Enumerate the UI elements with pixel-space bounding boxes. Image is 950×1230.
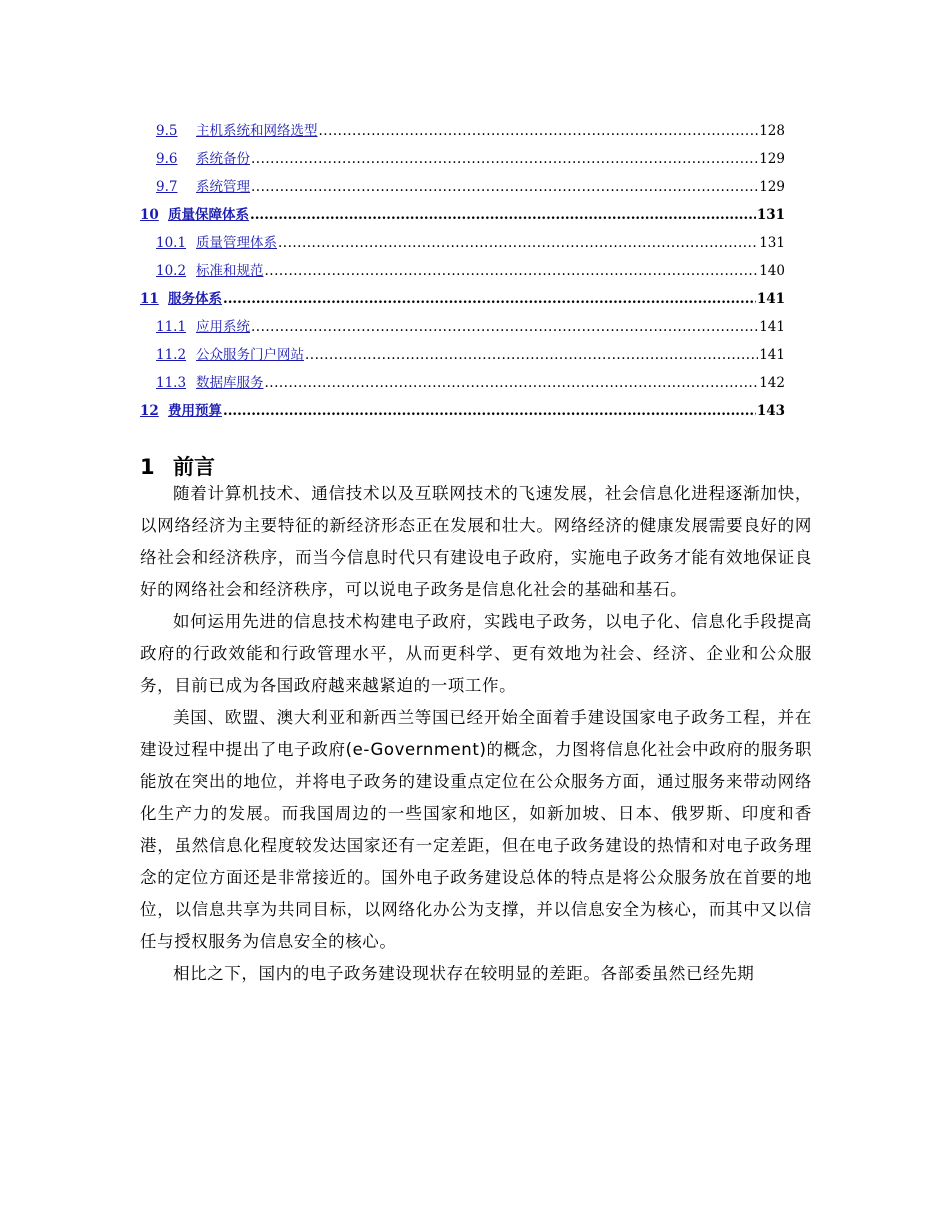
toc-entry-page: 128 — [759, 123, 785, 139]
toc-entry-title[interactable]: 服务体系 — [168, 291, 222, 307]
toc-entry-page: 129 — [759, 179, 785, 195]
toc-entry-title[interactable]: 费用预算 — [168, 403, 222, 419]
toc-entry-number[interactable]: 10.2 — [156, 263, 187, 279]
toc-entry-number[interactable]: 11.3 — [156, 375, 187, 391]
toc-leader — [265, 369, 759, 397]
toc-entry-title[interactable]: 应用系统 — [196, 319, 250, 335]
toc-entry-page: 141 — [759, 319, 785, 335]
toc-entry-10-1[interactable] — [140, 229, 785, 257]
toc-entry-number[interactable]: 11 — [140, 291, 159, 307]
toc-leader — [305, 341, 758, 369]
toc-entry-number[interactable]: 12 — [140, 403, 159, 419]
toc-entry-11-3[interactable] — [140, 369, 785, 397]
table-of-contents — [140, 117, 785, 425]
toc-entry-number[interactable]: 9.6 — [156, 151, 178, 167]
toc-entry-11-2[interactable] — [140, 341, 785, 369]
section-body — [140, 478, 812, 990]
toc-leader — [251, 313, 758, 341]
paragraph: 如何运用先进的信息技术构建电子政府，实践电子政务，以电子化、信息化手段提高政府的行政效能和行政管理水平，从而更科学、更有效地为社会、经济、企业和公众服务，目前已成为各国政府越来越紧迫的一项工作。 — [140, 612, 812, 695]
paragraph: 随着计算机技术、通信技术以及互联网技术的飞速发展，社会信息化进程逐渐加快，以网络经济为主要特征的新经济形态正在发展和壮大。网络经济的健康发展需要良好的网络社会和经济秩序，而当今信息时代只有建设电子政府，实施电子政务才能有效地保证良好的网络社会和经济秩序，可以说电子政务是信息化社会的基础和基石。 — [140, 484, 812, 599]
toc-entry-title[interactable]: 质量保障体系 — [168, 207, 249, 223]
toc-entry-page: 131 — [756, 207, 785, 223]
toc-entry-page: 129 — [759, 151, 785, 167]
toc-entry-title[interactable]: 数据库服务 — [196, 375, 264, 391]
section-title: 前言 — [173, 455, 215, 479]
toc-entry-number[interactable]: 10 — [140, 207, 159, 223]
section-number: 1 — [140, 455, 155, 479]
toc-entry-number[interactable]: 9.5 — [156, 123, 178, 139]
toc-entry-9-6[interactable] — [140, 145, 785, 173]
toc-leader — [319, 117, 759, 145]
paragraph: 相比之下，国内的电子政务建设现状存在较明显的差距。各部委虽然已经先期 — [173, 964, 755, 983]
toc-entry-11-1[interactable] — [140, 313, 785, 341]
toc-entry-title[interactable]: 系统备份 — [196, 151, 250, 167]
toc-leader — [278, 229, 758, 257]
toc-leader — [223, 397, 756, 425]
toc-entry-title[interactable]: 标准和规范 — [196, 263, 264, 279]
toc-entry-page: 142 — [759, 375, 785, 391]
toc-entry-title[interactable]: 质量管理体系 — [196, 235, 277, 251]
toc-entry-12[interactable] — [140, 397, 785, 425]
toc-leader — [251, 145, 758, 173]
toc-entry-title[interactable]: 系统管理 — [196, 179, 250, 195]
toc-leader — [265, 257, 759, 285]
toc-entry-page: 140 — [759, 263, 785, 279]
toc-entry-9-7[interactable] — [140, 173, 785, 201]
toc-entry-title[interactable]: 主机系统和网络选型 — [196, 123, 318, 139]
toc-entry-10[interactable] — [140, 201, 785, 229]
section-heading — [140, 453, 215, 481]
toc-entry-page: 141 — [759, 347, 785, 363]
toc-leader — [223, 285, 756, 313]
toc-entry-11[interactable] — [140, 285, 785, 313]
toc-leader — [251, 173, 758, 201]
toc-entry-page: 131 — [759, 235, 785, 251]
toc-entry-page: 143 — [756, 403, 785, 419]
toc-entry-number[interactable]: 10.1 — [156, 235, 187, 251]
paragraph: 美国、欧盟、澳大利亚和新西兰等国已经开始全面着手建设国家电子政务工程，并在建设过程中提出了电子政府(e-Government)的概念，力图将信息化社会中政府的服务职能放在突出的地位，并将电子政务的建设重点定位在公众服务方面，通过服务来带动网络化生产力的发展。而我国周边的一些国家和地区，如新加坡、日本、俄罗斯、印度和香港，虽然信息化程度较发达国家还有一定差距，但在电子政务建设的热情和对电子政务理念的定位方面还是非常接近的。国外电子政务建设总体的特点是将公众服务放在首要的地位，以信息共享为共同目标，以网络化办公为支撑，并以信息安全为核心，而其中又以信任与授权服务为信息安全的核心。 — [140, 708, 812, 951]
toc-entry-number[interactable]: 11.1 — [156, 319, 187, 335]
toc-leader — [250, 201, 756, 229]
toc-entry-9-5[interactable] — [140, 117, 785, 145]
toc-entry-page: 141 — [756, 291, 785, 307]
toc-entry-number[interactable]: 9.7 — [156, 179, 178, 195]
toc-entry-title[interactable]: 公众服务门户网站 — [196, 347, 304, 363]
toc-entry-number[interactable]: 11.2 — [156, 347, 187, 363]
toc-entry-10-2[interactable] — [140, 257, 785, 285]
